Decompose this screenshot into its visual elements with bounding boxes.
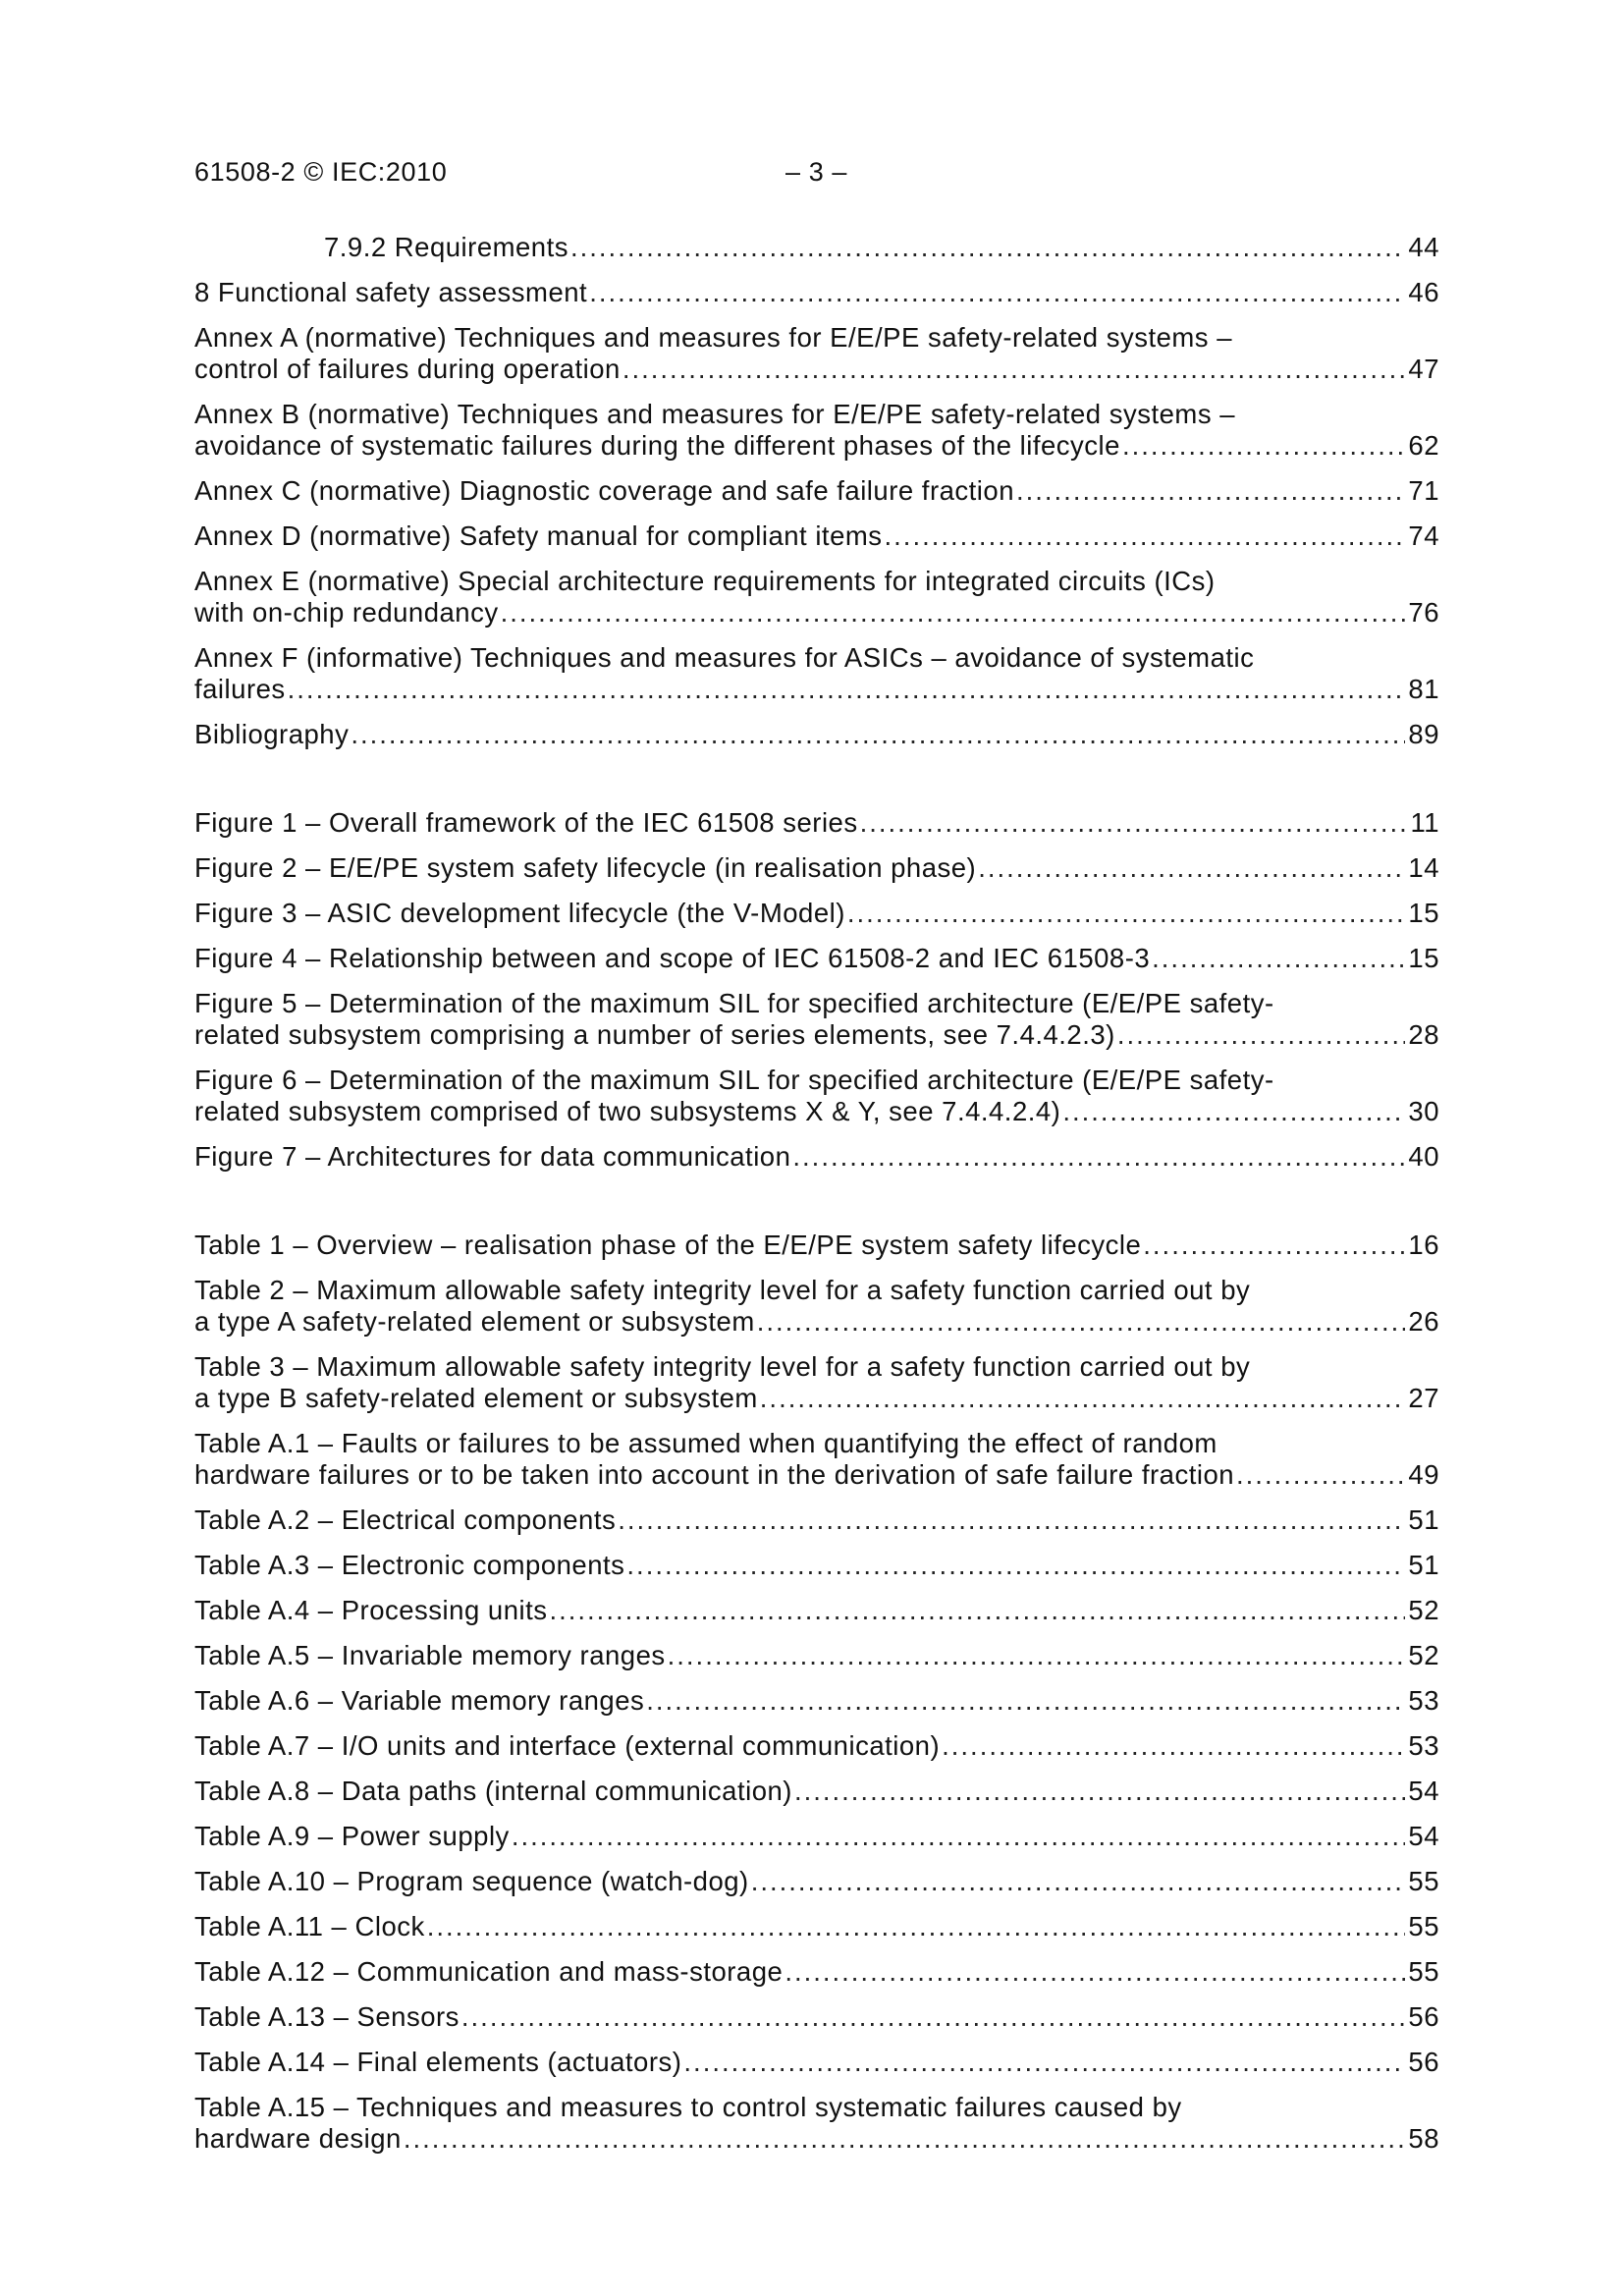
- entry-title-line: Table A.1 – Faults or failures to be assumed when quantifying the effect of random: [194, 1428, 1217, 1458]
- page-ref: 53: [1408, 1685, 1439, 1716]
- entry-title: Table A.8 – Data paths (internal communication): [194, 1776, 792, 1806]
- entry-title: Table A.6 – Variable memory ranges: [194, 1685, 645, 1716]
- dot-leader: [1062, 1096, 1405, 1127]
- page-ref: 52: [1408, 1640, 1439, 1670]
- dot-leader: [942, 1730, 1405, 1762]
- table-entry[interactable]: [194, 1351, 1439, 1414]
- entry-leader-line: [194, 475, 1439, 507]
- dot-leader: [404, 2123, 1406, 2155]
- contents-entry[interactable]: [194, 475, 1439, 507]
- dot-leader: [549, 1595, 1405, 1626]
- document-id: 61508-2 © IEC:2010: [194, 157, 448, 187]
- page-ref: 11: [1410, 807, 1439, 838]
- dot-leader: [1117, 1019, 1406, 1051]
- dot-leader: [646, 1685, 1405, 1717]
- entry-title: hardware design: [194, 2123, 402, 2154]
- dot-leader: [668, 1640, 1406, 1671]
- dot-leader: [760, 1383, 1406, 1414]
- entry-title: Table A.14 – Final elements (actuators): [194, 2047, 682, 2077]
- entry-title: Table A.9 – Power supply: [194, 1821, 510, 1851]
- entry-title-line: Table 2 – Maximum allowable safety integrity level for a safety function carried out by: [194, 1275, 1251, 1305]
- page-ref: 76: [1408, 597, 1439, 628]
- page-ref: 56: [1408, 2001, 1439, 2032]
- dot-leader: [1143, 1230, 1405, 1261]
- page-ref: 58: [1408, 2123, 1439, 2154]
- table-entry[interactable]: [194, 1550, 1439, 1581]
- entry-title: control of failures during operation: [194, 354, 621, 384]
- entry-title: 8 Functional safety assessment: [194, 277, 588, 307]
- dot-leader: [1122, 430, 1405, 462]
- table-entry[interactable]: [194, 1866, 1439, 1897]
- dot-leader: [618, 1504, 1405, 1536]
- dot-leader: [1236, 1459, 1405, 1491]
- entry-title-line: Annex B (normative) Techniques and measures for E/E/PE safety-related systems –: [194, 399, 1236, 429]
- dot-leader: [1152, 943, 1405, 974]
- table-entry[interactable]: [194, 2001, 1439, 2033]
- page-ref: 89: [1408, 719, 1439, 749]
- dot-leader: [589, 277, 1405, 308]
- entry-title: Figure 7 – Architectures for data communication: [194, 1141, 791, 1172]
- table-entry[interactable]: [194, 1428, 1439, 1491]
- entry-leader-line: [194, 852, 1439, 884]
- contents-entry[interactable]: [194, 399, 1439, 462]
- dot-leader: [501, 597, 1406, 629]
- entry-title: Table A.7 – I/O units and interface (external communication): [194, 1730, 941, 1761]
- table-entry[interactable]: [194, 1821, 1439, 1852]
- page-ref: 46: [1408, 277, 1439, 307]
- page-ref: 53: [1408, 1730, 1439, 1761]
- entry-leader-line: [194, 430, 1439, 462]
- table-entry[interactable]: [194, 1595, 1439, 1626]
- entry-leader-line: [194, 1776, 1439, 1807]
- dot-leader: [427, 1911, 1406, 1942]
- entry-title: Annex D (normative) Safety manual for compliant items: [194, 520, 883, 551]
- entry-leader-line: [194, 1821, 1439, 1852]
- entry-leader-line: [194, 1019, 1439, 1051]
- entry-leader-line: [194, 2001, 1439, 2033]
- page-ref: 30: [1408, 1096, 1439, 1126]
- entry-title: Table A.13 – Sensors: [194, 2001, 460, 2032]
- dot-leader: [461, 2001, 1406, 2033]
- entry-leader-line: [194, 2047, 1439, 2078]
- entry-title: 7.9.2 Requirements: [324, 232, 568, 262]
- table-entry[interactable]: [194, 1730, 1439, 1762]
- entry-leader-line: [194, 2123, 1439, 2155]
- entry-title-line: Table A.15 – Techniques and measures to control systematic failures caused by: [194, 2092, 1182, 2122]
- contents-entry[interactable]: [194, 322, 1439, 385]
- page-ref: 81: [1408, 674, 1439, 704]
- entry-title-line: Annex A (normative) Techniques and measures for E/E/PE safety-related systems –: [194, 322, 1232, 353]
- entry-leader-line: [194, 1956, 1439, 1988]
- entry-title: Table 1 – Overview – realisation phase of the E/E/PE system safety lifecycle: [194, 1230, 1142, 1260]
- contents-entry[interactable]: [194, 642, 1439, 705]
- page-ref: 62: [1408, 430, 1439, 461]
- dot-leader: [751, 1866, 1406, 1897]
- dot-leader: [683, 2047, 1405, 2078]
- page-ref: 15: [1408, 898, 1439, 928]
- contents-entry[interactable]: [194, 520, 1439, 552]
- entry-leader-line: [194, 719, 1439, 750]
- entry-title: a type A safety-related element or subsystem: [194, 1306, 755, 1337]
- entry-leader-line: [194, 1459, 1439, 1491]
- entry-leader-line: [194, 1230, 1439, 1261]
- entry-leader-line: [194, 943, 1439, 974]
- dot-leader: [757, 1306, 1406, 1338]
- entry-title: Bibliography: [194, 719, 350, 749]
- page-ref: 28: [1408, 1019, 1439, 1050]
- entry-leader-line: [194, 1550, 1439, 1581]
- page-ref: 54: [1408, 1776, 1439, 1806]
- entry-leader-line: [194, 354, 1439, 385]
- contents-entry[interactable]: [194, 277, 1439, 308]
- entry-title: Table A.3 – Electronic components: [194, 1550, 625, 1580]
- entry-leader-line: [324, 232, 1439, 263]
- table-entry[interactable]: [194, 2047, 1439, 2078]
- table-entry[interactable]: [194, 1275, 1439, 1338]
- entry-title: Table A.11 – Clock: [194, 1911, 425, 1941]
- page-ref: 55: [1408, 1956, 1439, 1987]
- table-entry[interactable]: [194, 1776, 1439, 1807]
- entry-leader-line: [194, 1383, 1439, 1414]
- entry-leader-line: [194, 898, 1439, 929]
- figure-entry[interactable]: [194, 1065, 1439, 1127]
- entry-title: Table A.2 – Electrical components: [194, 1504, 617, 1535]
- dot-leader: [512, 1821, 1406, 1852]
- entry-title: Table A.5 – Invariable memory ranges: [194, 1640, 666, 1670]
- figure-entry[interactable]: [194, 898, 1439, 929]
- entry-title: Figure 1 – Overall framework of the IEC 61508 series: [194, 807, 858, 838]
- figure-entry[interactable]: [194, 852, 1439, 884]
- entry-title: Table A.4 – Processing units: [194, 1595, 548, 1625]
- contents-entry[interactable]: [194, 566, 1439, 629]
- page-ref: 56: [1408, 2047, 1439, 2077]
- contents-list: [194, 232, 1439, 750]
- section-gap: [194, 1186, 1439, 1230]
- page-ref: 55: [1408, 1866, 1439, 1896]
- page-ref: 49: [1408, 1459, 1439, 1490]
- entry-leader-line: [194, 597, 1439, 629]
- entry-leader-line: [194, 1504, 1439, 1536]
- dot-leader: [626, 1550, 1405, 1581]
- entry-title: related subsystem comprising a number of series elements, see 7.4.4.2.3): [194, 1019, 1115, 1050]
- page-ref: 51: [1408, 1504, 1439, 1535]
- entry-title-line: Table 3 – Maximum allowable safety integrity level for a safety function carried out by: [194, 1351, 1251, 1382]
- entry-leader-line: [194, 1911, 1439, 1942]
- entry-title-line: Annex E (normative) Special architecture requirements for integrated circuits (ICs): [194, 566, 1216, 596]
- dot-leader: [847, 898, 1406, 929]
- dot-leader: [792, 1141, 1405, 1173]
- entry-title: Table A.12 – Communication and mass-storage: [194, 1956, 784, 1987]
- page-ref: 51: [1408, 1550, 1439, 1580]
- entry-leader-line: [194, 1640, 1439, 1671]
- page-ref: 55: [1408, 1911, 1439, 1941]
- dot-leader: [351, 719, 1405, 750]
- page-ref: 44: [1408, 232, 1439, 262]
- entry-title: related subsystem comprised of two subsystems X & Y, see 7.4.4.2.4): [194, 1096, 1061, 1126]
- page-number: – 3 –: [785, 157, 848, 187]
- entry-leader-line: [194, 520, 1439, 552]
- table-entry[interactable]: [194, 1640, 1439, 1671]
- page-ref: 71: [1408, 475, 1439, 506]
- dot-leader: [794, 1776, 1405, 1807]
- table-entry[interactable]: [194, 1230, 1439, 1261]
- entry-title: a type B safety-related element or subsystem: [194, 1383, 758, 1413]
- entry-title: Table A.10 – Program sequence (watch-dog): [194, 1866, 749, 1896]
- contents-entry[interactable]: [194, 232, 1439, 263]
- page-ref: 27: [1408, 1383, 1439, 1413]
- entry-title: with on-chip redundancy: [194, 597, 499, 628]
- entry-title: Figure 2 – E/E/PE system safety lifecycle (in realisation phase): [194, 852, 977, 883]
- dot-leader: [1016, 475, 1405, 507]
- page-ref: 15: [1408, 943, 1439, 973]
- table-of-contents: [194, 232, 1439, 2168]
- entry-title: Figure 3 – ASIC development lifecycle (the V-Model): [194, 898, 845, 928]
- entry-leader-line: [194, 674, 1439, 705]
- entry-leader-line: [194, 1595, 1439, 1626]
- figures-list: [194, 807, 1439, 1173]
- entry-title-line: Figure 6 – Determination of the maximum SIL for specified architecture (E/E/PE safety-: [194, 1065, 1274, 1095]
- dot-leader: [570, 232, 1405, 263]
- entry-leader-line: [194, 277, 1439, 308]
- page-ref: 52: [1408, 1595, 1439, 1625]
- entry-title: Figure 4 – Relationship between and scope of IEC 61508-2 and IEC 61508-3: [194, 943, 1151, 973]
- page-ref: 26: [1408, 1306, 1439, 1337]
- page-ref: 47: [1408, 354, 1439, 384]
- dot-leader: [860, 807, 1408, 839]
- dot-leader: [978, 852, 1405, 884]
- table-entry[interactable]: [194, 1685, 1439, 1717]
- figure-entry[interactable]: [194, 1141, 1439, 1173]
- table-entry[interactable]: [194, 1911, 1439, 1942]
- entry-leader-line: [194, 1141, 1439, 1173]
- entry-leader-line: [194, 807, 1439, 839]
- entry-leader-line: [194, 1096, 1439, 1127]
- entry-title-line: Figure 5 – Determination of the maximum SIL for specified architecture (E/E/PE safety-: [194, 988, 1274, 1018]
- dot-leader: [784, 1956, 1405, 1988]
- figure-entry[interactable]: [194, 807, 1439, 839]
- entry-title-line: Annex F (informative) Techniques and measures for ASICs – avoidance of systematic: [194, 642, 1255, 673]
- entry-title: avoidance of systematic failures during the different phases of the lifecycle: [194, 430, 1120, 461]
- page-ref: 14: [1408, 852, 1439, 883]
- entry-leader-line: [194, 1730, 1439, 1762]
- dot-leader: [622, 354, 1406, 385]
- entry-title: Annex C (normative) Diagnostic coverage and safe failure fraction: [194, 475, 1014, 506]
- page-ref: 54: [1408, 1821, 1439, 1851]
- table-entry[interactable]: [194, 1956, 1439, 1988]
- table-entry[interactable]: [194, 2092, 1439, 2155]
- section-gap: [194, 764, 1439, 807]
- page-ref: 74: [1408, 520, 1439, 551]
- dot-leader: [885, 520, 1406, 552]
- tables-list: [194, 1230, 1439, 2155]
- page-ref: 40: [1408, 1141, 1439, 1172]
- entry-leader-line: [194, 1306, 1439, 1338]
- entry-leader-line: [194, 1866, 1439, 1897]
- contents-entry[interactable]: [194, 719, 1439, 750]
- entry-title: failures: [194, 674, 286, 704]
- figure-entry[interactable]: [194, 943, 1439, 974]
- entry-leader-line: [194, 1685, 1439, 1717]
- page-header: [194, 157, 1441, 192]
- dot-leader: [288, 674, 1406, 705]
- figure-entry[interactable]: [194, 988, 1439, 1051]
- page-ref: 16: [1408, 1230, 1439, 1260]
- table-entry[interactable]: [194, 1504, 1439, 1536]
- entry-title: hardware failures or to be taken into account in the derivation of safe failure fraction: [194, 1459, 1235, 1490]
